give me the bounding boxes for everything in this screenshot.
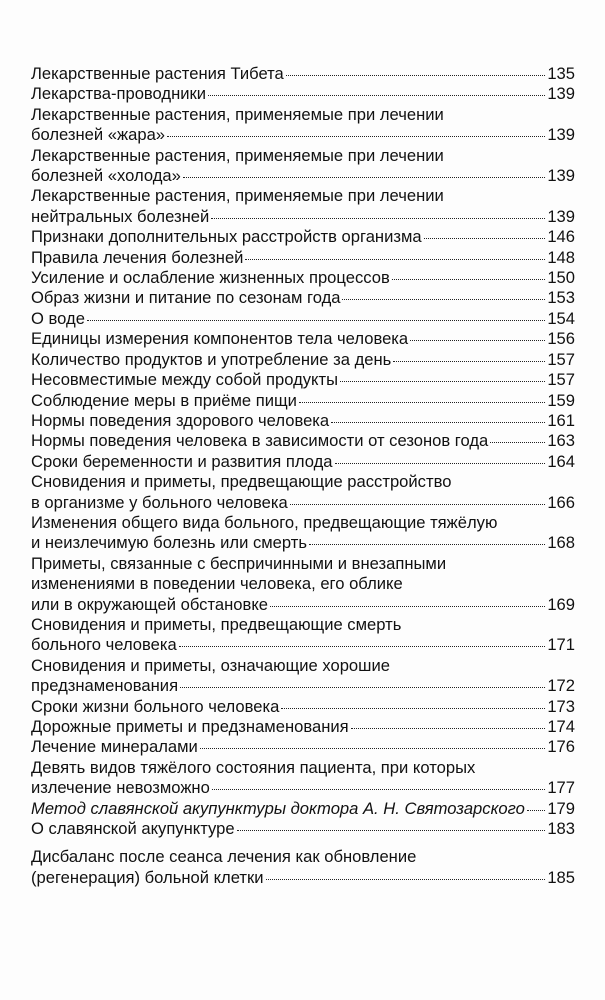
toc-entry xyxy=(31,799,575,819)
dot-leader xyxy=(342,299,545,300)
dot-leader xyxy=(180,687,545,688)
dot-leader xyxy=(335,463,546,464)
toc-entry-line xyxy=(31,778,575,798)
toc-entry-line xyxy=(31,84,575,104)
toc-entry-title-line: Изменения общего вида больного, предвещающие тяжёлую xyxy=(31,512,498,532)
toc-entry xyxy=(31,391,575,411)
toc-entry-title: Образ жизни и питание по сезонам года xyxy=(31,288,341,308)
dot-leader xyxy=(212,789,546,790)
toc-page-number: 139 xyxy=(547,84,575,104)
toc-entry-title: Усиление и ослабление жизненных процессов xyxy=(31,268,390,288)
toc-entry-title-line: изменениями в поведении человека, его облике xyxy=(31,574,403,594)
toc-entry-line xyxy=(31,676,575,696)
dot-leader xyxy=(208,95,545,96)
toc-entry xyxy=(31,227,575,247)
toc-entry-title: О воде xyxy=(31,308,85,328)
toc-entry xyxy=(31,452,575,472)
toc-entry-title: излечение невозможно xyxy=(31,778,210,798)
dot-leader xyxy=(299,402,545,403)
dot-leader xyxy=(490,442,545,443)
dot-leader xyxy=(527,810,545,811)
toc-entry-title-line: Девять видов тяжёлого состояния пациента, при которых xyxy=(31,757,476,777)
toc-page-number: 146 xyxy=(547,227,575,247)
toc-entry xyxy=(31,288,575,308)
toc-page-number: 169 xyxy=(547,594,575,614)
toc-page-number: 177 xyxy=(547,778,575,798)
toc-page-number: 164 xyxy=(547,451,575,471)
toc-entry xyxy=(31,370,575,390)
toc-entry-title-line: Сновидения и приметы, предвещающие расстройство xyxy=(31,472,452,492)
toc-entry xyxy=(31,697,575,717)
toc-entry-line xyxy=(31,268,575,288)
toc-entry-line xyxy=(31,227,575,247)
dot-leader xyxy=(331,422,545,423)
toc-entry-title: Признаки дополнительных расстройств организма xyxy=(31,227,422,247)
toc-entry-title: О славянской акупунктуре xyxy=(31,819,235,839)
toc-entry-line xyxy=(31,717,575,737)
toc-entry-title: Количество продуктов и употребление за день xyxy=(31,349,392,369)
toc-entry xyxy=(31,758,575,799)
toc-entry-line xyxy=(31,125,575,145)
dot-leader xyxy=(237,830,546,831)
toc-entry xyxy=(31,554,575,615)
toc-entry-title: Нормы поведения здорового человека xyxy=(31,410,330,430)
dot-leader xyxy=(179,646,546,647)
toc-entry-line xyxy=(31,166,575,186)
toc-entry-title-line: Сновидения и приметы, означающие хорошие xyxy=(31,655,390,675)
toc-entry-line xyxy=(31,329,575,349)
toc-entry-line xyxy=(31,737,575,757)
toc-entry-title-line: Приметы, связанные с беспричинными и внезапными xyxy=(31,553,447,573)
dot-leader xyxy=(393,361,545,362)
toc-page-number: 139 xyxy=(547,125,575,145)
dot-leader xyxy=(281,708,545,709)
toc-entry-title-line: Лекарственные растения, применяемые при лечении xyxy=(31,186,444,206)
toc-entry-title-line: Лекарственные растения, применяемые при лечении xyxy=(31,104,444,124)
toc-entry-title: Сроки жизни больного человека xyxy=(31,696,280,716)
toc-entry xyxy=(31,411,575,431)
toc-entry xyxy=(31,64,575,84)
toc-entry-title-line: Дисбаланс после сеанса лечения как обновление xyxy=(31,847,417,867)
toc-entry-title: Единицы измерения компонентов тела человека xyxy=(31,329,409,349)
dot-leader xyxy=(286,75,546,76)
toc-entry-title: Дорожные приметы и предзнаменования xyxy=(31,717,349,736)
toc-entry xyxy=(31,329,575,349)
toc-page-number: 161 xyxy=(547,410,575,430)
toc-entry-title: болезней «жара» xyxy=(31,125,166,145)
toc-page-number: 156 xyxy=(547,329,575,349)
toc-entry-title: нейтральных болезней xyxy=(31,206,210,226)
toc-entry xyxy=(31,105,575,146)
toc-entry-title: Нормы поведения человека в зависимости от сезонов года xyxy=(31,431,489,451)
toc-entry-title: Соблюдение меры в приёме пищи xyxy=(31,390,297,410)
toc-page-number: 159 xyxy=(547,390,575,410)
toc-entry-line xyxy=(31,868,575,888)
dot-leader xyxy=(309,544,545,545)
toc-page-number: 157 xyxy=(547,370,575,390)
toc-entry-title: и неизлечимую болезнь или смерть xyxy=(31,533,308,553)
toc-entry-title: в организме у больного человека xyxy=(31,492,288,512)
dot-leader xyxy=(270,606,545,607)
toc-entry xyxy=(31,268,575,288)
toc-entry xyxy=(31,186,575,227)
toc-entry xyxy=(31,847,575,888)
toc-page-number: 183 xyxy=(547,819,575,839)
toc-entry xyxy=(31,513,575,554)
toc-entry xyxy=(31,84,575,104)
toc-entry-line xyxy=(31,411,575,431)
toc-page-number: 153 xyxy=(547,288,575,308)
dot-leader xyxy=(211,218,545,219)
toc-entry xyxy=(31,819,575,839)
toc-entry-line xyxy=(31,207,575,227)
toc-entry-title: (регенерация) больной клетки xyxy=(31,867,264,887)
toc-entry-line xyxy=(31,493,575,513)
toc-entry-title: Метод славянской акупунктуры доктора А. Н. Святозарского xyxy=(31,798,525,818)
toc-page-number: 163 xyxy=(547,431,575,451)
toc-entry-line xyxy=(31,697,575,717)
toc-entry-line xyxy=(31,635,575,655)
toc-entry-line xyxy=(31,248,575,268)
dot-leader xyxy=(167,136,545,137)
toc-entry-line xyxy=(31,533,575,553)
dot-leader xyxy=(87,320,545,321)
dot-leader xyxy=(340,381,545,382)
dot-leader xyxy=(183,177,545,178)
dot-leader xyxy=(424,238,546,239)
dot-leader xyxy=(351,728,546,729)
toc-page-number: 135 xyxy=(547,64,575,83)
toc-entry-title: Сроки беременности и развития плода xyxy=(31,451,333,471)
dot-leader xyxy=(410,340,545,341)
toc-entry-line xyxy=(31,288,575,308)
toc-entry xyxy=(31,350,575,370)
toc-entry-title: или в окружающей обстановке xyxy=(31,594,268,614)
toc-page-number: 172 xyxy=(547,676,575,696)
toc-entry xyxy=(31,248,575,268)
toc-entry-line xyxy=(31,431,575,451)
toc-page-number: 157 xyxy=(547,349,575,369)
toc-entry xyxy=(31,717,575,737)
toc-entry xyxy=(31,431,575,451)
toc-entry xyxy=(31,656,575,697)
toc-entry xyxy=(31,146,575,187)
toc-page-number: 154 xyxy=(547,308,575,328)
toc-entry-line xyxy=(31,370,575,390)
toc-entry-title: Лекарственные растения Тибета xyxy=(31,64,284,83)
toc-entry-line xyxy=(31,391,575,411)
toc-entry xyxy=(31,615,575,656)
dot-leader xyxy=(245,259,545,260)
toc-page-number: 139 xyxy=(547,166,575,186)
toc-entry-title-line: Сновидения и приметы, предвещающие смерть xyxy=(31,614,402,634)
toc-entry-line xyxy=(31,819,575,839)
toc-page-number: 185 xyxy=(547,867,575,887)
toc-entry-title: Лечение минералами xyxy=(31,737,198,757)
dot-leader xyxy=(290,504,546,505)
toc-page-number: 139 xyxy=(547,206,575,226)
toc-entry-line xyxy=(31,595,575,615)
toc-page-number: 176 xyxy=(547,737,575,757)
dot-leader xyxy=(200,748,545,749)
toc-page-number: 150 xyxy=(547,268,575,288)
toc-entry-title: болезней «холода» xyxy=(31,166,181,186)
toc-entry-title: Несовместимые между собой продукты xyxy=(31,370,339,390)
toc-entry-title: больного человека xyxy=(31,635,177,655)
toc-page-number: 173 xyxy=(547,696,575,716)
toc-page-number: 166 xyxy=(547,492,575,512)
dot-leader xyxy=(392,279,546,280)
toc-page-number: 179 xyxy=(547,798,575,818)
toc-entry-line xyxy=(31,799,575,819)
toc-entry-line xyxy=(31,64,575,84)
toc-entry-title: Правила лечения болезней xyxy=(31,247,244,267)
toc-entry-title: предзнаменования xyxy=(31,676,179,696)
toc-entry-line xyxy=(31,452,575,472)
table-of-contents xyxy=(31,64,575,888)
toc-page-number: 171 xyxy=(547,635,575,655)
dot-leader xyxy=(266,879,546,880)
toc-page-number: 148 xyxy=(547,247,575,267)
toc-entry-line xyxy=(31,309,575,329)
toc-page-number: 168 xyxy=(547,533,575,553)
toc-page-number: 174 xyxy=(547,717,575,736)
toc-entry-line xyxy=(31,350,575,370)
toc-entry xyxy=(31,737,575,757)
toc-entry xyxy=(31,472,575,513)
toc-entry-title: Лекарства-проводники xyxy=(31,84,207,104)
toc-entry xyxy=(31,309,575,329)
toc-entry-title-line: Лекарственные растения, применяемые при лечении xyxy=(31,145,444,165)
